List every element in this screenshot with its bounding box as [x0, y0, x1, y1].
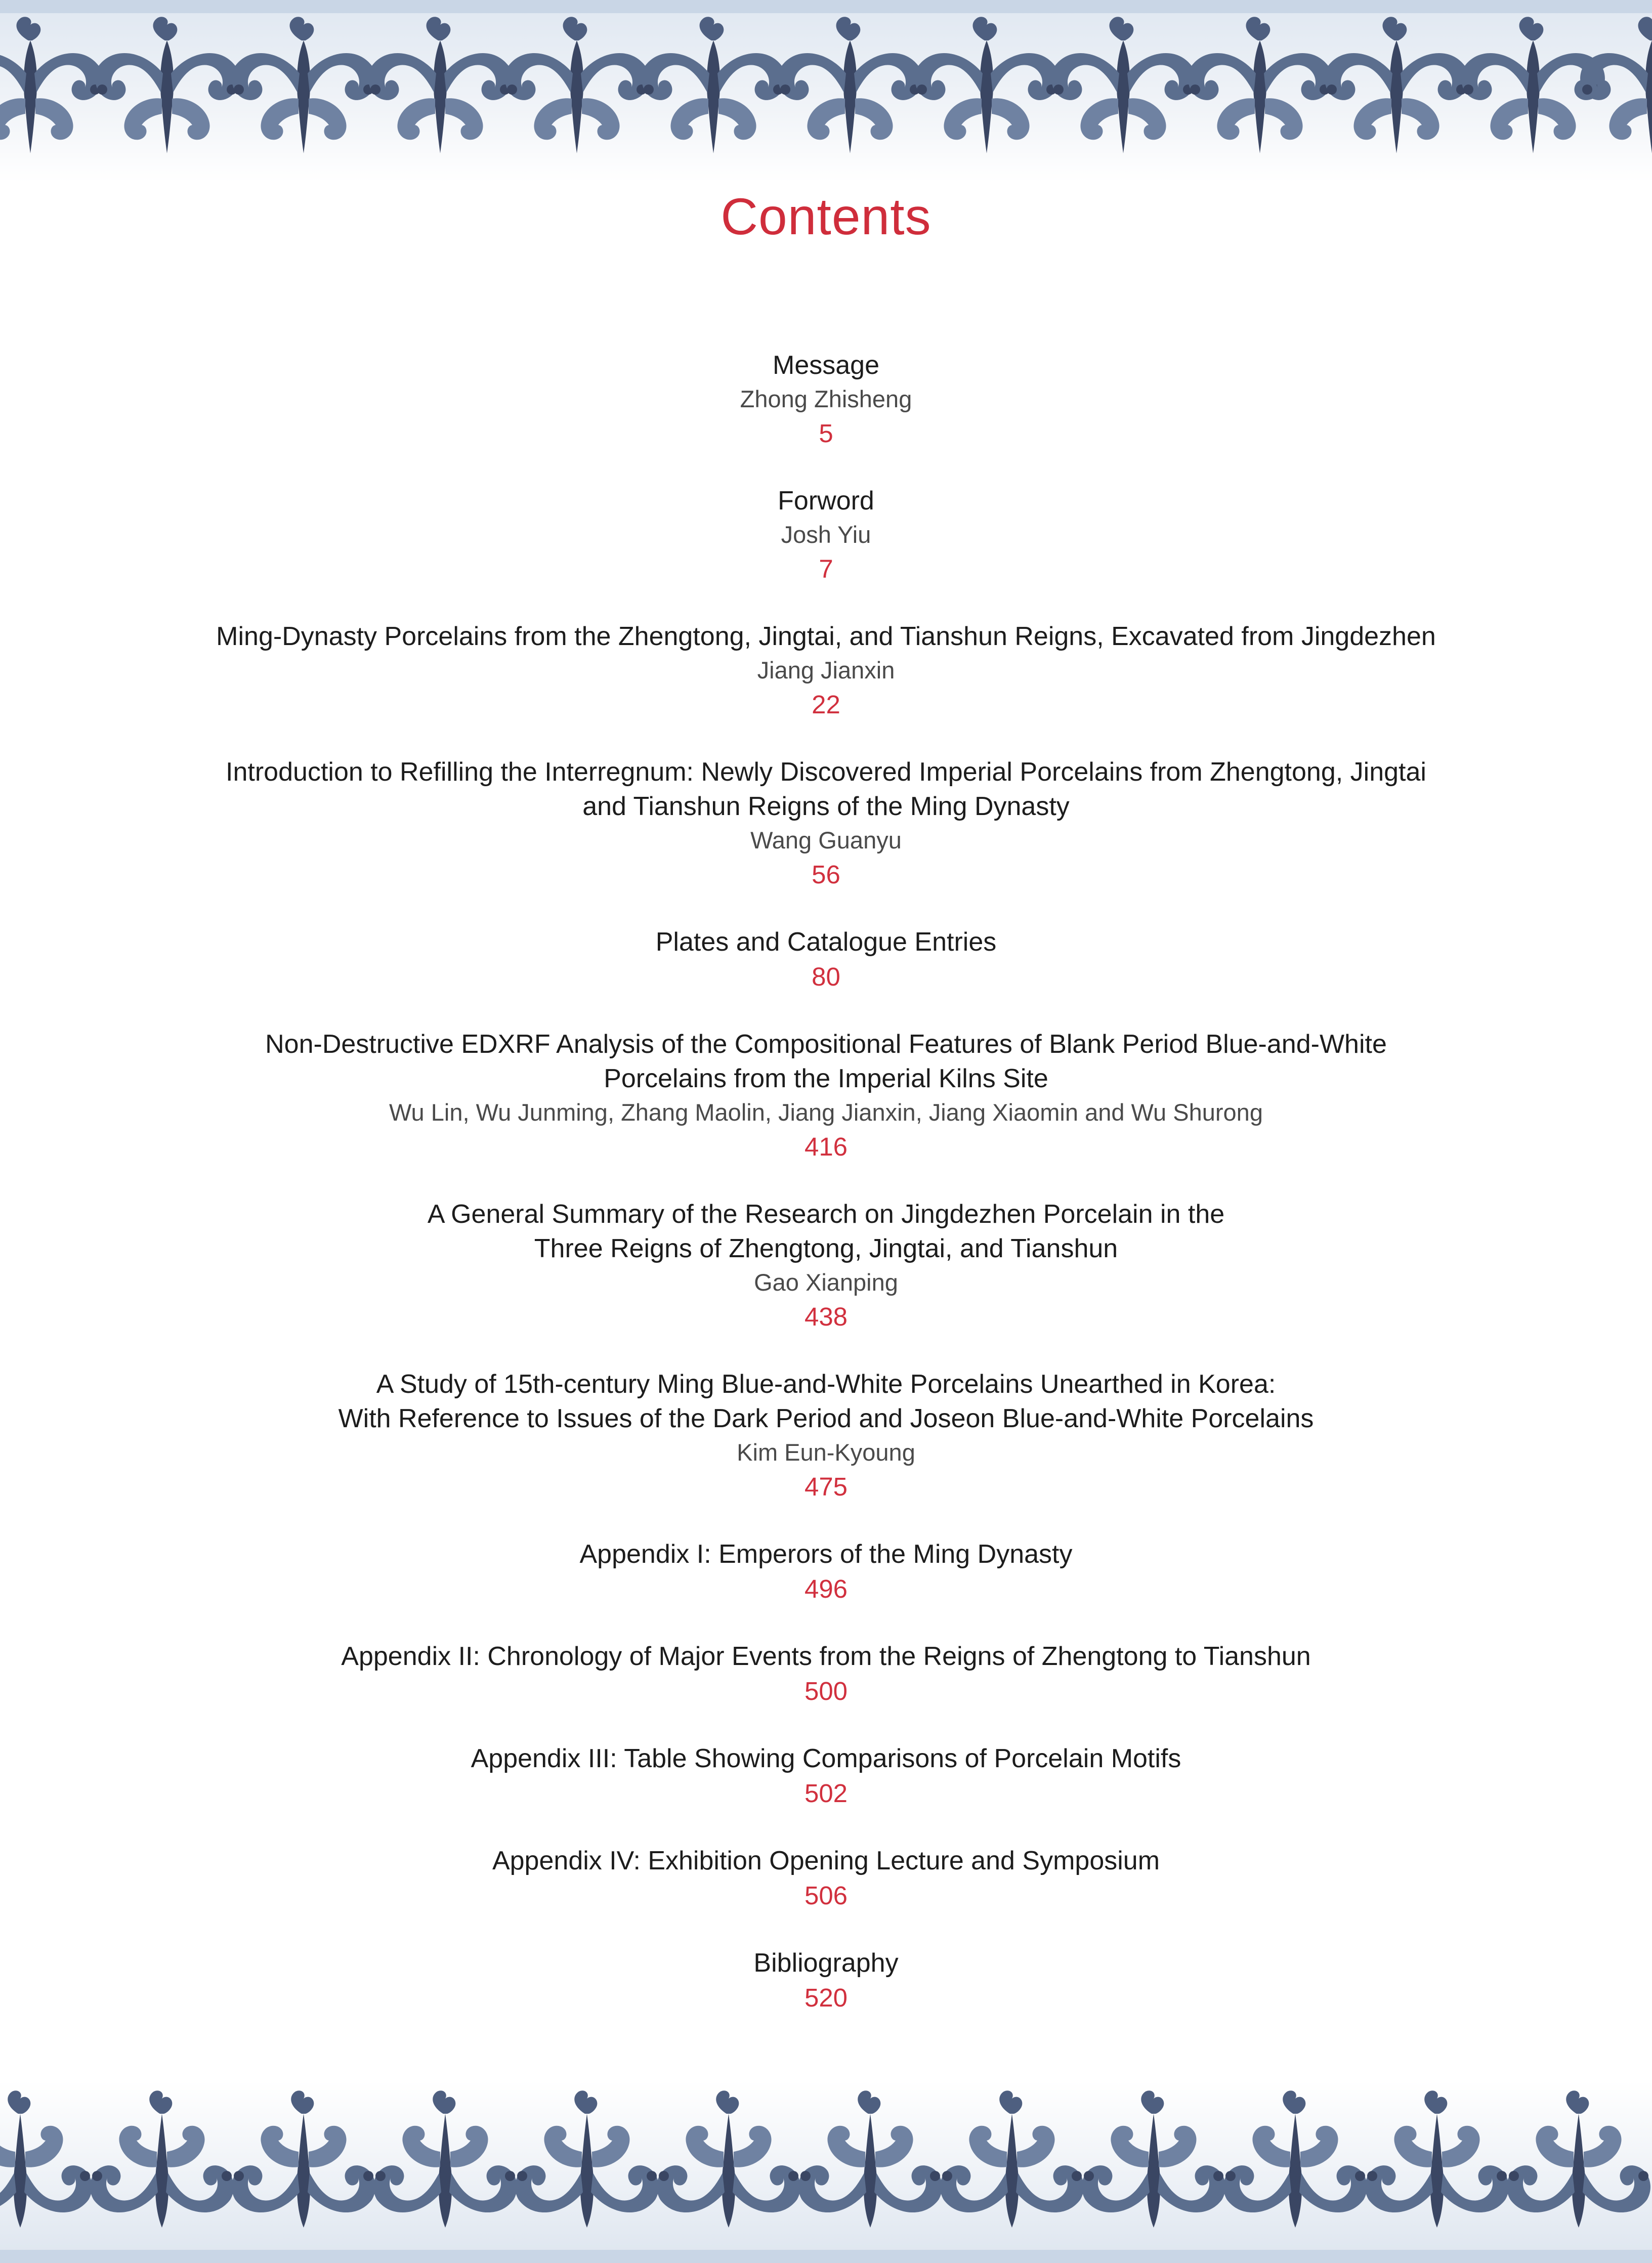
toc-entry-title: and Tianshun Reigns of the Ming Dynasty — [582, 792, 1070, 821]
toc-entry-title: Porcelains from the Imperial Kilns Site — [604, 1064, 1048, 1093]
toc-entry-title: Appendix IV: Exhibition Opening Lecture and Symposium — [492, 1846, 1160, 1875]
toc-entry-title: Appendix II: Chronology of Major Events from the Reigns of Zhengtong to Tianshun — [341, 1642, 1311, 1671]
toc-entry — [111, 1367, 1541, 1505]
toc-entry — [111, 619, 1541, 722]
toc-entry-title: Non-Destructive EDXRF Analysis of the Compositional Features of Blank Period Blue-and-White — [265, 1030, 1387, 1059]
toc-entry-title: Message — [773, 351, 879, 380]
toc-entry-title: A Study of 15th-century Ming Blue-and-White Porcelains Unearthed in Korea: — [376, 1370, 1276, 1399]
toc-entry-page-number: 502 — [804, 1779, 848, 1808]
toc-entry-title: Appendix I: Emperors of the Ming Dynasty — [579, 1540, 1073, 1569]
toc-entry — [111, 1537, 1541, 1607]
toc-entry-page-number: 475 — [804, 1472, 848, 1501]
toc-entry-title: Introduction to Refilling the Interregnum: Newly Discovered Imperial Porcelains from Zhengtong, Jingtai — [226, 757, 1426, 787]
toc-entry — [111, 925, 1541, 995]
toc-entry — [111, 1027, 1541, 1165]
toc-entry-title: Forword — [778, 486, 874, 516]
top-ornamental-border — [0, 0, 1652, 182]
toc-entry-author: Jiang Jianxin — [757, 657, 895, 684]
toc-entry-title: Bibliography — [753, 1948, 899, 1978]
toc-entry-author: Gao Xianping — [754, 1269, 898, 1296]
toc-entry — [111, 755, 1541, 892]
toc-entry-page-number: 520 — [804, 1983, 848, 2012]
toc-entry-author: Zhong Zhisheng — [740, 386, 912, 412]
toc-entry-title: With Reference to Issues of the Dark Period and Joseon Blue-and-White Porcelains — [338, 1404, 1314, 1433]
toc-entry-author: Josh Yiu — [781, 521, 871, 548]
toc-entry-title: A General Summary of the Research on Jingdezhen Porcelain in the — [427, 1200, 1225, 1229]
toc-entry-page-number: 56 — [812, 860, 840, 889]
toc-entry-page-number: 7 — [819, 554, 833, 583]
toc-entry-title: Ming-Dynasty Porcelains from the Zhengtong, Jingtai, and Tianshun Reigns, Excavated from Jingdezhen — [216, 622, 1436, 651]
toc-entry-page-number: 438 — [804, 1302, 848, 1331]
toc-entry — [111, 484, 1541, 587]
toc-entry-page-number: 496 — [804, 1574, 848, 1603]
toc-entry-page-number: 80 — [812, 962, 840, 991]
toc-entry — [111, 348, 1541, 451]
toc-entry-title: Three Reigns of Zhengtong, Jingtai, and Tianshun — [534, 1234, 1118, 1263]
toc-entry-title: Plates and Catalogue Entries — [655, 927, 997, 957]
toc-entry-author: Wang Guanyu — [750, 827, 902, 853]
table-of-contents — [111, 348, 1541, 2016]
toc-entry-page-number: 506 — [804, 1881, 848, 1910]
toc-entry — [111, 1946, 1541, 2016]
toc-entry-page-number: 500 — [804, 1677, 848, 1705]
toc-entry — [111, 1844, 1541, 1913]
toc-entry — [111, 1741, 1541, 1811]
toc-entry-page-number: 5 — [819, 419, 833, 448]
toc-entry-page-number: 22 — [812, 690, 840, 719]
toc-entry-author: Kim Eun-Kyoung — [737, 1439, 915, 1466]
toc-entry-title: Appendix III: Table Showing Comparisons of Porcelain Motifs — [471, 1744, 1181, 1773]
toc-entry-author: Wu Lin, Wu Junming, Zhang Maolin, Jiang Jianxin, Jiang Xiaomin and Wu Shurong — [389, 1099, 1263, 1126]
page-title: Contents — [721, 188, 931, 245]
bottom-ornamental-border — [0, 2081, 1652, 2263]
toc-entry — [111, 1197, 1541, 1335]
toc-entry — [111, 1639, 1541, 1709]
toc-entry-page-number: 416 — [804, 1132, 848, 1161]
